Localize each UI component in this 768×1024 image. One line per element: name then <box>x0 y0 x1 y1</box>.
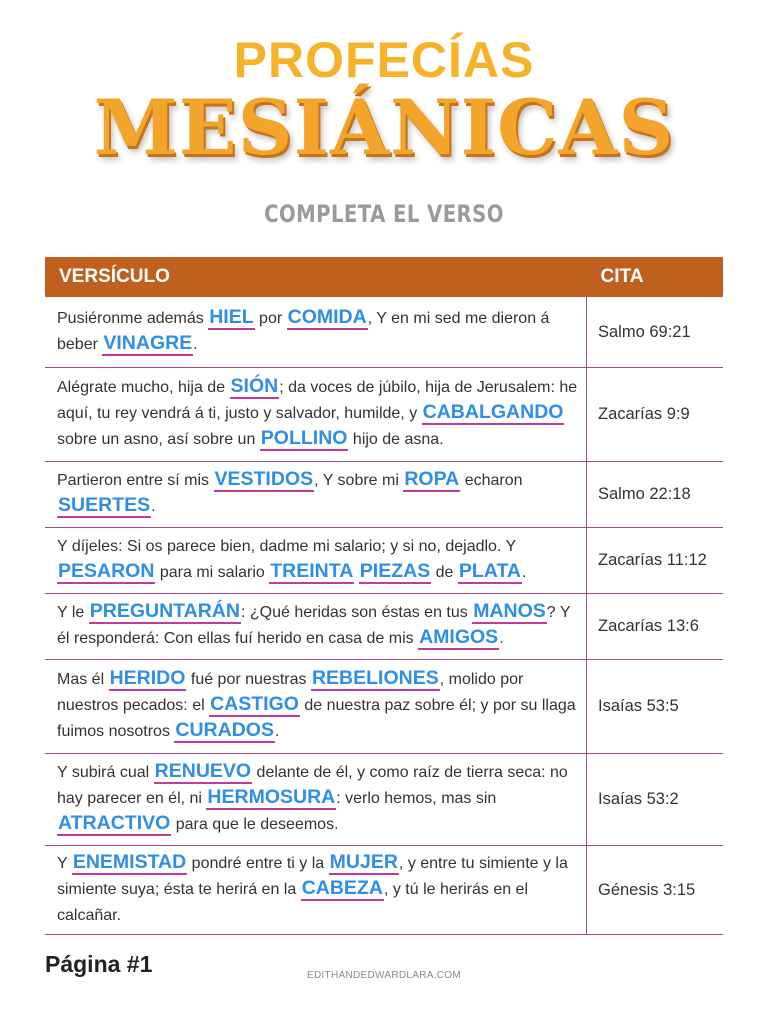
answer-word: ATRACTIVO <box>58 812 171 834</box>
answer-word: HERMOSURA <box>207 786 336 808</box>
verse-cell <box>45 753 587 845</box>
citation-cell: Salmo 69:21 <box>587 297 724 367</box>
answer-word: HIEL <box>209 305 254 328</box>
verse-text: fué por nuestras <box>186 671 311 688</box>
verse-text: sobre un asno, así sobre un <box>57 431 260 448</box>
table-row <box>45 527 723 593</box>
verse-text: : ¿Qué heridas son éstas en tus <box>240 604 473 621</box>
verse-text: ? Y él responderá: Con ellas fuí herido en casa de mis <box>57 604 571 647</box>
header-cita: CITA <box>587 257 724 297</box>
verse-cell <box>45 659 587 753</box>
verse-text: por <box>254 309 287 327</box>
header-versiculo: VERSÍCULO <box>45 257 587 297</box>
answer-word: REBELIONES <box>311 667 439 689</box>
subtitle: COMPLETA EL VERSO <box>264 200 504 228</box>
verse-text: . <box>151 498 156 515</box>
verse-text: , Y sobre mi <box>314 472 404 489</box>
verse-text: hijo de asna. <box>348 431 444 448</box>
answer-word: MANOS <box>473 600 546 622</box>
answer-word: ROPA <box>404 468 460 490</box>
verses-table <box>45 257 723 935</box>
table-header-row <box>45 257 723 297</box>
answer-word: SIÓN <box>230 375 279 397</box>
citation-cell: Génesis 3:15 <box>587 845 724 934</box>
verse-text: , y tú le herirás en el calcañar. <box>57 880 529 924</box>
table-row <box>45 753 723 845</box>
answer-word: SUERTES <box>58 494 151 516</box>
answer-word: CABALGANDO <box>422 401 564 423</box>
answer-word: POLLINO <box>260 427 348 449</box>
answer-word: PESARON <box>58 560 155 582</box>
verse-text: Y subirá cual <box>57 764 154 781</box>
answer-word: VESTIDOS <box>214 468 314 490</box>
verse-text: Alégrate mucho, hija de <box>57 379 230 396</box>
answer-word: TREINTA <box>270 560 354 582</box>
verse-text: : verlo hemos, mas sin <box>336 790 497 807</box>
verse-text: . <box>274 723 280 740</box>
verse-text: delante de él, y como raíz de tierra seca: no hay parecer en él, ni <box>57 764 568 807</box>
verse-text: . <box>499 630 504 647</box>
verse-text: Partieron entre sí mis <box>57 472 214 489</box>
answer-word: COMIDA <box>287 305 367 328</box>
answer-word: CURADOS <box>175 719 274 741</box>
verse-cell <box>45 527 587 593</box>
verse-text: para que le deseemos. <box>171 816 339 833</box>
verse-cell <box>45 461 587 527</box>
verse-text: Y <box>57 854 72 872</box>
verse-cell <box>45 845 587 934</box>
citation-cell: Zacarías 9:9 <box>587 367 724 461</box>
table-row <box>45 367 723 461</box>
answer-word: PIEZAS <box>359 560 431 582</box>
answer-word: AMIGOS <box>419 626 499 648</box>
title-line1: PROFECÍAS <box>233 32 535 88</box>
verse-text: , Y en mi sed me dieron á beber <box>57 309 550 353</box>
table-row <box>45 297 723 367</box>
verse-text: . <box>522 564 527 581</box>
verse-cell <box>45 297 587 367</box>
title-line2: MESIÁNICAS <box>93 83 675 172</box>
verse-text: ; da voces de júbilo, hija de Jerusalem: he aquí, tu rey vendrá á ti, justo y salvador, humilde, y <box>57 379 578 422</box>
citation-cell: Isaías 53:5 <box>587 659 724 753</box>
table-row <box>45 593 723 659</box>
verse-text: para mi salario <box>155 564 270 581</box>
verse-cell <box>45 367 587 461</box>
verse-text: echaron <box>460 472 523 489</box>
citation-cell: Zacarías 11:12 <box>587 527 724 593</box>
verse-text: , molido por nuestros pecados: el <box>57 671 524 714</box>
page-number: Página #1 <box>45 951 153 977</box>
citation-cell: Isaías 53:2 <box>587 753 724 845</box>
answer-word: CASTIGO <box>210 693 299 715</box>
verse-cell <box>45 593 587 659</box>
verse-text: Mas él <box>57 671 109 688</box>
table-row <box>45 461 723 527</box>
website-credit: EDITHANDEDWARDLARA.COM <box>306 970 462 981</box>
answer-word: MUJER <box>329 850 398 873</box>
verse-text: , y entre tu simiente y la simiente suya; ésta te herirá en la <box>57 854 568 898</box>
citation-cell: Zacarías 13:6 <box>587 593 724 659</box>
answer-word: ENEMISTAD <box>72 850 187 873</box>
verse-text: de <box>431 564 458 581</box>
citation-cell: Salmo 22:18 <box>587 461 724 527</box>
verse-text: de nuestra paz sobre él; y por su llaga fuimos nosotros <box>57 697 576 740</box>
answer-word: PLATA <box>458 560 521 582</box>
answer-word: VINAGRE <box>103 331 193 354</box>
answer-word: CABEZA <box>301 876 383 899</box>
answer-word: HERIDO <box>109 667 186 689</box>
table-row <box>45 659 723 753</box>
verse-text: Pusiéronme además <box>57 309 209 327</box>
verse-text: Y le <box>57 604 89 621</box>
answer-word: RENUEVO <box>154 760 252 782</box>
table-row <box>45 845 723 934</box>
answer-word: PREGUNTARÁN <box>89 600 240 622</box>
verse-text: pondré entre ti y la <box>187 854 329 872</box>
table-body <box>45 297 723 934</box>
verse-text: . <box>193 335 198 353</box>
verse-text: Y díjeles: Si os parece bien, dadme mi salario; y si no, dejadlo. Y <box>57 538 516 555</box>
